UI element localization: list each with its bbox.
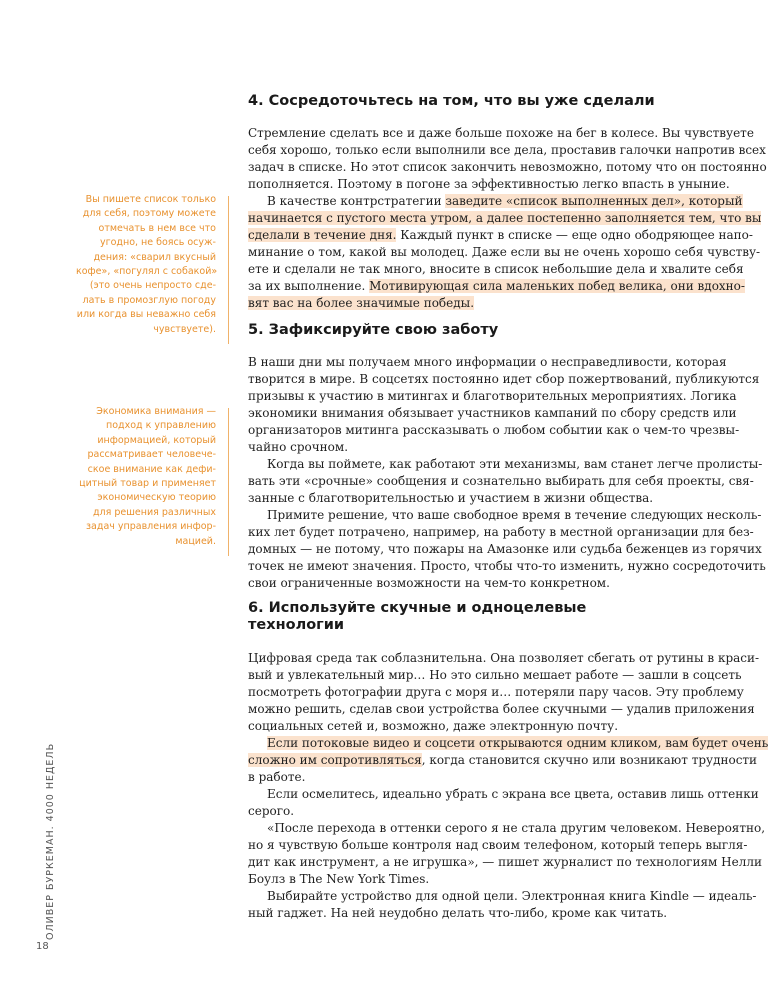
- text-line: но я чувствую больше контроля над своим телефоном, который теперь выгля-: [248, 838, 748, 852]
- text-line: ный гаджет. На ней неудобно делать что-либо, кроме как читать.: [248, 906, 668, 920]
- text-line: творится в мире. В соцсетях постоянно идет сбор пожертвований, публикуются: [248, 372, 760, 386]
- sidenote-2-rule: [228, 408, 229, 556]
- text-line: серого.: [248, 804, 295, 818]
- sidenote-line: рассматривает человече-: [87, 449, 216, 461]
- text-line: в работе.: [248, 770, 306, 784]
- text-line: [248, 193, 743, 210]
- text-line: чайно срочном.: [248, 440, 349, 454]
- text-line: пополняется. Поэтому в погоне за эффективностью легко впасть в уныние.: [248, 177, 730, 191]
- running-header: ОЛИВЕР БУРКЕМАН. 4000 НЕДЕЛЬ: [45, 742, 56, 940]
- section-6-paragraph-1: [248, 650, 760, 735]
- sidenote-line: для себя, поэтому можете: [82, 208, 216, 220]
- text-line: социальных сетей и, возможно, даже электронную почту.: [248, 719, 619, 733]
- sidenote-1: [76, 193, 216, 337]
- sidenote-line: цитный товар и применяет: [79, 478, 216, 490]
- section-5-paragraph-3: [248, 507, 766, 592]
- sidenote-line: чувствуете).: [153, 323, 216, 335]
- section-6-heading: [248, 600, 586, 634]
- text-line: [248, 210, 762, 227]
- text-line: призывы к участию в митингах и благотворительных мероприятиях. Логика: [248, 389, 737, 403]
- text-run: В качестве контрстратегии: [267, 194, 446, 208]
- text-line: Цифровая среда так соблазнительна. Она позволяет сбегать от рутины в краси-: [248, 651, 760, 665]
- sidenote-line: угодно, не боясь осуж-: [99, 237, 216, 249]
- text-line: [248, 278, 745, 295]
- text-line: организаторов митинга рассказывать о любом событии как о чем-то чрезвы-: [248, 423, 740, 437]
- text-line: «После перехода в оттенки серого я не стала другим человеком. Невероятно,: [267, 821, 766, 835]
- text-line: [248, 295, 700, 312]
- highlight: вят вас на более значимые победы.: [248, 296, 475, 310]
- sidenote-line: ское внимание как дефи-: [87, 463, 216, 475]
- text-line: точек не имеют значения. Просто, чтобы что-то изменить, нужно сосредоточить: [248, 559, 766, 573]
- section-6-paragraph-3: [248, 786, 759, 820]
- text-line: Стремление сделать все и даже больше похоже на бег в колесе. Вы чувствуете: [248, 126, 754, 140]
- section-5-heading: 5. Зафиксируйте свою заботу: [248, 322, 499, 338]
- text-line: ете и сделали не так много, вносите в список небольшие дела и хвалите себя: [248, 262, 744, 276]
- text-line: Выбирайте устройство для одной цели. Электронная книга Kindle — идеаль-: [267, 889, 757, 903]
- text-line: домных — не потому, что пожары на Амазонке или судьба беженцев из горячих: [248, 542, 762, 556]
- text-line: Примите решение, что ваше свободное время в течение следующих несколь-: [267, 508, 762, 522]
- text-line: можно решить, сделав свои устройства более скучными — удалив приложения: [248, 702, 755, 716]
- text-line: себя хорошо, только если выполнили все дела, проставив галочки напротив всех: [248, 143, 766, 157]
- highlight: сделали в течение дня.: [248, 228, 397, 242]
- sidenote-line: мацией.: [175, 535, 216, 547]
- text-line: ких лет будет потрачено, например, на работу в местной организации для без-: [248, 525, 754, 539]
- text-line: [248, 735, 768, 752]
- sidenote-line: или когда вы неважно себя: [76, 309, 216, 321]
- text-line: [248, 227, 753, 244]
- sidenote-line: (это очень непросто сде-: [89, 280, 216, 292]
- heading-line: 6. Используйте скучные и одноцелевые: [248, 600, 587, 616]
- sidenote-line: кофе», «погулял с собакой»: [76, 266, 218, 278]
- section-6-paragraph-5: [248, 888, 757, 922]
- highlight: Если потоковые видео и соцсети открываются одним кликом, вам будет очень: [267, 736, 768, 750]
- sidenote-line: Экономика внимания —: [96, 406, 216, 417]
- text-line: Когда вы поймете, как работают эти механизмы, вам станет легче пролисты-: [267, 457, 763, 471]
- section-5-paragraph-2: [248, 456, 763, 507]
- sidenote-line: лать в промозглую погоду: [82, 294, 216, 306]
- heading-line: технологии: [248, 617, 345, 633]
- section-4-paragraph-2: [248, 193, 762, 312]
- text-line: вать эти «срочные» сообщения и сознательно выбирать для себя проекты, свя-: [248, 474, 754, 488]
- text-line: В наши дни мы получаем много информации о несправедливости, которая: [248, 355, 727, 369]
- text-line: посмотреть фотографии друга с моря и… потеряли пару часов. Эту проблему: [248, 685, 744, 699]
- text-run: Каждый пункт в списке — еще одно ободряющее напо-: [396, 228, 753, 242]
- page-number: 18: [36, 941, 49, 952]
- highlight: сложно им сопротивляться: [248, 753, 422, 767]
- section-4-paragraph-1: [248, 125, 767, 193]
- text-line: задач в списке. Но этот список закончить невозможно, потому что он постоянно: [248, 160, 767, 174]
- sidenote-line: дения: «сварил вкусный: [93, 251, 216, 263]
- highlight: Мотивирующая сила маленьких побед велика, они вдохно-: [369, 279, 745, 293]
- sidenote-line: информацией, который: [97, 434, 216, 446]
- text-line: дит как инструмент, а не игрушка», — пишет журналист по технологиям Нелли: [248, 855, 762, 869]
- highlight: начинается с пустого места утром, а далее постепенно заполняется тем, что вы: [248, 211, 762, 225]
- sidenote-line: задач управления инфор-: [86, 521, 216, 533]
- text-line: вый и увлекательный мир… Но это сильно мешает работе — зашли в соцсеть: [248, 668, 742, 682]
- sidenote-line: для решения различных: [92, 506, 216, 518]
- sidenote-line: отмечать в нем все что: [98, 222, 216, 234]
- text-run: за их выполнение.: [248, 279, 370, 293]
- sidenote-1-rule: [228, 196, 229, 344]
- text-line: Боулз в The New York Times.: [248, 872, 430, 886]
- sidenote-line: подход к управлению: [106, 420, 216, 432]
- text-line: свои ограниченные возможности на чем-то конкретном.: [248, 576, 610, 590]
- text-line: занные с благотворительностью и участием в жизни общества.: [248, 491, 654, 505]
- text-line: Если осмелитесь, идеально убрать с экрана все цвета, оставив лишь оттенки: [267, 787, 759, 801]
- section-6-paragraph-2: [248, 735, 768, 786]
- text-line: минание о том, какой вы молодец. Даже если вы не очень хорошо себя чувству-: [248, 245, 761, 259]
- sidenote-line: Вы пишете список только: [85, 194, 216, 205]
- highlight: заведите «список выполненных дел», который: [445, 194, 743, 208]
- text-line: [248, 752, 758, 769]
- text-line: экономики внимания обязывает участников кампаний по сбору средств или: [248, 406, 737, 420]
- section-6-paragraph-4: [248, 820, 766, 888]
- sidenote-2: [76, 405, 216, 549]
- text-run: , когда становится скучно или возникают трудности: [421, 753, 758, 767]
- sidenote-line: экономическую теорию: [97, 492, 216, 504]
- section-4-heading: 4. Сосредоточьтесь на том, что вы уже сделали: [248, 93, 655, 109]
- section-5-paragraph-1: [248, 354, 760, 456]
